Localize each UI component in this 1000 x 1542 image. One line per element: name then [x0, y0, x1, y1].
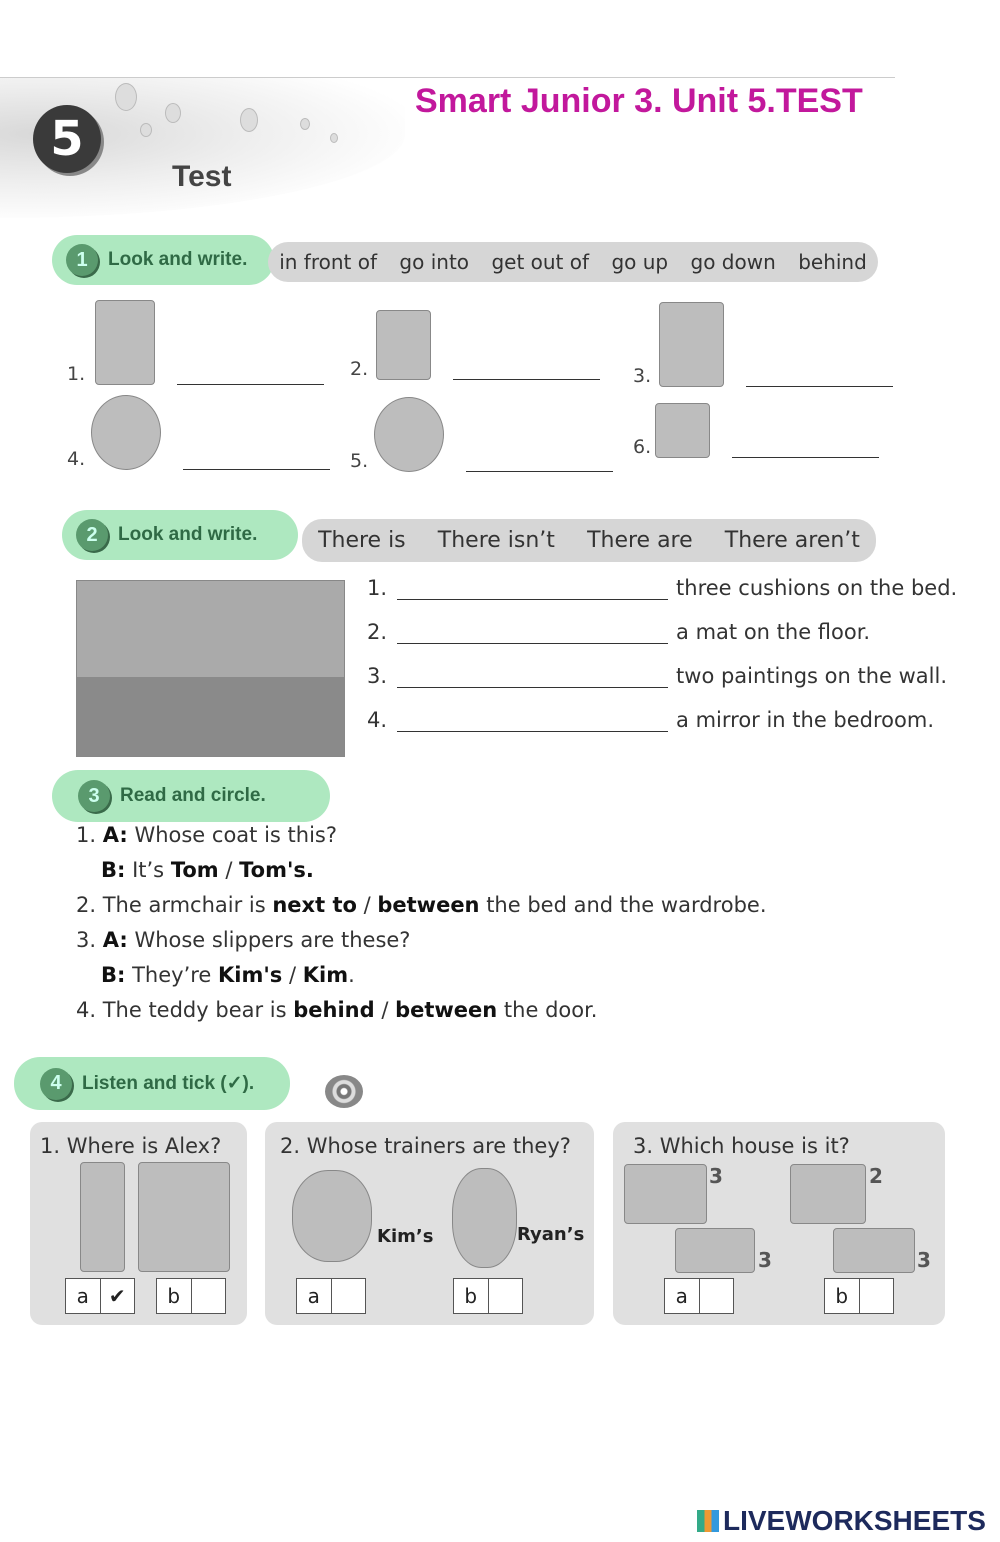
- item-number: 2.: [350, 358, 369, 380]
- section4-header: [14, 1057, 290, 1110]
- item-number: 6.: [633, 436, 652, 458]
- section-number: 3: [78, 780, 110, 812]
- logo-text: LIVEWORKSHEETS: [723, 1505, 986, 1536]
- boy-behind-tree-image: [659, 302, 724, 387]
- question-1b[interactable]: B: It’s Tom / Tom's.: [101, 858, 314, 882]
- section1-item: [67, 395, 330, 470]
- question-card-3: [613, 1122, 945, 1325]
- section1-item: [633, 403, 879, 458]
- bathroom-image-b: [790, 1164, 866, 1224]
- man-go-into-door-image: [91, 395, 161, 470]
- option-b-checkbox[interactable]: [453, 1278, 523, 1314]
- word: in front of: [279, 250, 378, 274]
- question-1a: 1. A: Whose coat is this?: [76, 823, 337, 847]
- section1-item: [350, 310, 600, 380]
- section-number: 1: [66, 244, 98, 276]
- word: There isn’t: [437, 528, 555, 553]
- item-text: three cushions on the bed.: [676, 576, 958, 600]
- question-2[interactable]: 2. The armchair is next to / between the bed and the wardrobe.: [76, 893, 767, 917]
- section2-item: [367, 708, 934, 732]
- question-text: 1. Where is Alex?: [40, 1134, 222, 1158]
- answer-blank[interactable]: [183, 450, 330, 470]
- section-number: 2: [76, 519, 108, 551]
- word: There are: [587, 528, 693, 553]
- section2-item: [367, 576, 957, 600]
- kim-label: Kim’s: [377, 1226, 434, 1247]
- item-number: 3.: [633, 365, 652, 387]
- answer-blank[interactable]: [397, 668, 668, 688]
- word: get out of: [491, 250, 590, 274]
- word: go into: [399, 250, 470, 274]
- ryan-label: Ryan’s: [517, 1224, 585, 1245]
- section1-item: [350, 397, 613, 472]
- item-number: 4.: [67, 448, 86, 470]
- item-text: two paintings on the wall.: [676, 664, 948, 688]
- page-title: Smart Junior 3. Unit 5.TEST: [415, 82, 863, 120]
- liveworksheets-logo: [697, 1505, 986, 1537]
- option-a-checkbox[interactable]: [296, 1278, 366, 1314]
- answer-blank[interactable]: [397, 624, 668, 644]
- section-instruction: Read and circle.: [120, 785, 266, 806]
- answer-blank[interactable]: [397, 580, 668, 600]
- section2-header: [62, 510, 298, 560]
- section1-item: [633, 302, 893, 387]
- section2-item: [367, 664, 947, 688]
- boy-ryan-image: [452, 1168, 517, 1268]
- bedroom-count: 3: [917, 1248, 931, 1272]
- section-number: 4: [40, 1068, 72, 1100]
- boy-behind-door-image: [80, 1162, 125, 1272]
- item-text: a mirror in the bedroom.: [676, 708, 935, 732]
- bathroom-count: 2: [869, 1164, 883, 1188]
- answer-blank[interactable]: [453, 360, 600, 380]
- empty-tick-box: [489, 1279, 523, 1313]
- section1-header: [52, 235, 274, 285]
- answer-blank[interactable]: [397, 712, 668, 732]
- item-text: a mat on the floor.: [676, 620, 871, 644]
- cd-audio-icon[interactable]: [325, 1075, 363, 1108]
- option-label: b: [157, 1279, 192, 1313]
- section2-word-bank: [302, 519, 876, 562]
- option-label: b: [454, 1279, 489, 1313]
- word: go up: [611, 250, 669, 274]
- check-icon: ✔: [108, 1284, 126, 1308]
- boy-behind-bed-image: [138, 1162, 230, 1272]
- boy-in-front-of-tree-image: [95, 300, 155, 385]
- answer-blank[interactable]: [732, 438, 879, 458]
- bedroom-image-b: [833, 1228, 915, 1273]
- empty-tick-box: [860, 1279, 894, 1313]
- bedroom-image-a: [675, 1228, 755, 1273]
- question-3a: 3. A: Whose slippers are these?: [76, 928, 411, 952]
- section3-header: [52, 770, 330, 822]
- option-label: a: [297, 1279, 332, 1313]
- girl-kim-image: [292, 1170, 372, 1262]
- test-label: Test: [172, 160, 232, 193]
- item-number: 1.: [67, 363, 86, 385]
- item-number: 3.: [367, 664, 388, 688]
- option-b-checkbox[interactable]: [156, 1278, 226, 1314]
- bedroom-image: [76, 580, 345, 757]
- item-number: 1.: [367, 576, 388, 600]
- stairs-up-image: [655, 403, 710, 458]
- section2-item: [367, 620, 870, 644]
- question-text: 2. Whose trainers are they?: [280, 1134, 571, 1158]
- section-instruction: Listen and tick (✓).: [82, 1073, 255, 1094]
- boy-get-out-of-door-image: [374, 397, 444, 472]
- empty-tick-box: [332, 1279, 366, 1313]
- word: There aren’t: [724, 528, 860, 553]
- question-text: 3. Which house is it?: [633, 1134, 850, 1158]
- answer-blank[interactable]: [466, 452, 613, 472]
- unit-number-badge: 5: [33, 105, 101, 173]
- section-instruction: Look and write.: [118, 524, 258, 545]
- option-a-checkbox[interactable]: [664, 1278, 734, 1314]
- stairs-down-image: [376, 310, 431, 380]
- section1-item: [67, 300, 324, 385]
- answer-blank[interactable]: [746, 367, 893, 387]
- logo-icon: [697, 1510, 719, 1532]
- word: behind: [798, 250, 867, 274]
- section-instruction: Look and write.: [108, 249, 248, 270]
- item-number: 2.: [367, 620, 388, 644]
- option-label: a: [665, 1279, 700, 1313]
- empty-tick-box: [700, 1279, 734, 1313]
- empty-tick-box: [192, 1279, 226, 1313]
- section1-word-bank: [268, 242, 878, 282]
- question-3b[interactable]: B: They’re Kim's / Kim.: [101, 963, 355, 987]
- word: go down: [690, 250, 776, 274]
- bathroom-image-a: [624, 1164, 707, 1224]
- option-label: a: [66, 1279, 101, 1313]
- option-a-checkbox[interactable]: [65, 1278, 135, 1314]
- bedroom-count: 3: [758, 1248, 772, 1272]
- question-4[interactable]: 4. The teddy bear is behind / between the door.: [76, 998, 598, 1022]
- answer-blank[interactable]: [177, 365, 324, 385]
- bathroom-count: 3: [709, 1164, 723, 1188]
- option-b-checkbox[interactable]: [824, 1278, 894, 1314]
- word: There is: [318, 528, 406, 553]
- option-label: b: [825, 1279, 860, 1313]
- item-number: 4.: [367, 708, 388, 732]
- item-number: 5.: [350, 450, 369, 472]
